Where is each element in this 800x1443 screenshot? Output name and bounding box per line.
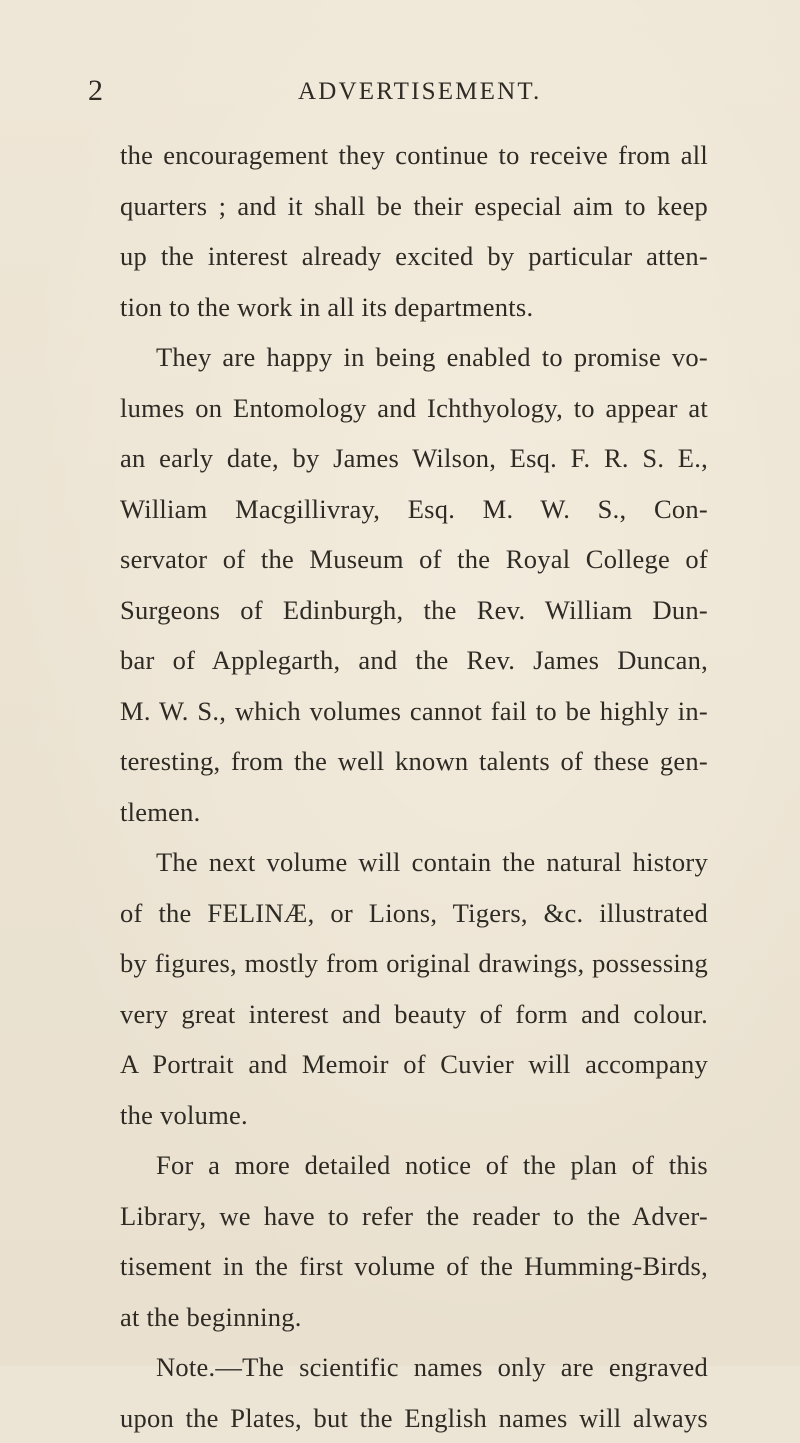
text-line: servator of the Museum of the Royal College of	[120, 534, 708, 585]
text-line: Library, we have to refer the reader to the Adver-	[120, 1191, 708, 1242]
text-line: M. W. S., which volumes cannot fail to be highly in-	[120, 686, 708, 737]
paragraph-start-line: For a more detailed notice of the plan of this	[120, 1140, 708, 1191]
text-line: an early date, by James Wilson, Esq. F. R. S. E.,	[120, 433, 708, 484]
text-line: at the beginning.	[120, 1292, 708, 1343]
text-line: upon the Plates, but the English names will always	[120, 1393, 708, 1443]
text-line: very great interest and beauty of form and colour.	[120, 989, 708, 1040]
text-line: tlemen.	[120, 787, 708, 838]
text-line: A Portrait and Memoir of Cuvier will accompany	[120, 1039, 708, 1090]
text-line: up the interest already excited by particular atten-	[120, 231, 708, 282]
text-line: William Macgillivray, Esq. M. W. S., Con-	[120, 484, 708, 535]
text-line: Surgeons of Edinburgh, the Rev. William Dun-	[120, 585, 708, 636]
text-line: the volume.	[120, 1090, 708, 1141]
running-title: ADVERTISEMENT.	[298, 78, 541, 106]
text-line: quarters ; and it shall be their especial aim to keep	[120, 181, 708, 232]
page-number: 2	[88, 74, 104, 108]
page-header	[0, 74, 800, 114]
paragraph-start-line: The next volume will contain the natural history	[120, 837, 708, 888]
text-line: tisement in the first volume of the Humming-Birds,	[120, 1241, 708, 1292]
paragraph-start-line: They are happy in being enabled to promise vo-	[120, 332, 708, 383]
text-line: the encouragement they continue to receive from all	[120, 130, 708, 181]
text-line: by figures, mostly from original drawings, possessing	[120, 938, 708, 989]
text-line: of the FELINÆ, or Lions, Tigers, &c. illustrated	[120, 888, 708, 939]
text-line: bar of Applegarth, and the Rev. James Duncan,	[120, 635, 708, 686]
body-text	[120, 130, 708, 1443]
text-line: teresting, from the well known talents of these gen-	[120, 736, 708, 787]
text-line: lumes on Entomology and Ichthyology, to appear at	[120, 383, 708, 434]
paragraph-start-line: Note.—The scientific names only are engraved	[120, 1342, 708, 1393]
text-line: tion to the work in all its departments.	[120, 282, 708, 333]
